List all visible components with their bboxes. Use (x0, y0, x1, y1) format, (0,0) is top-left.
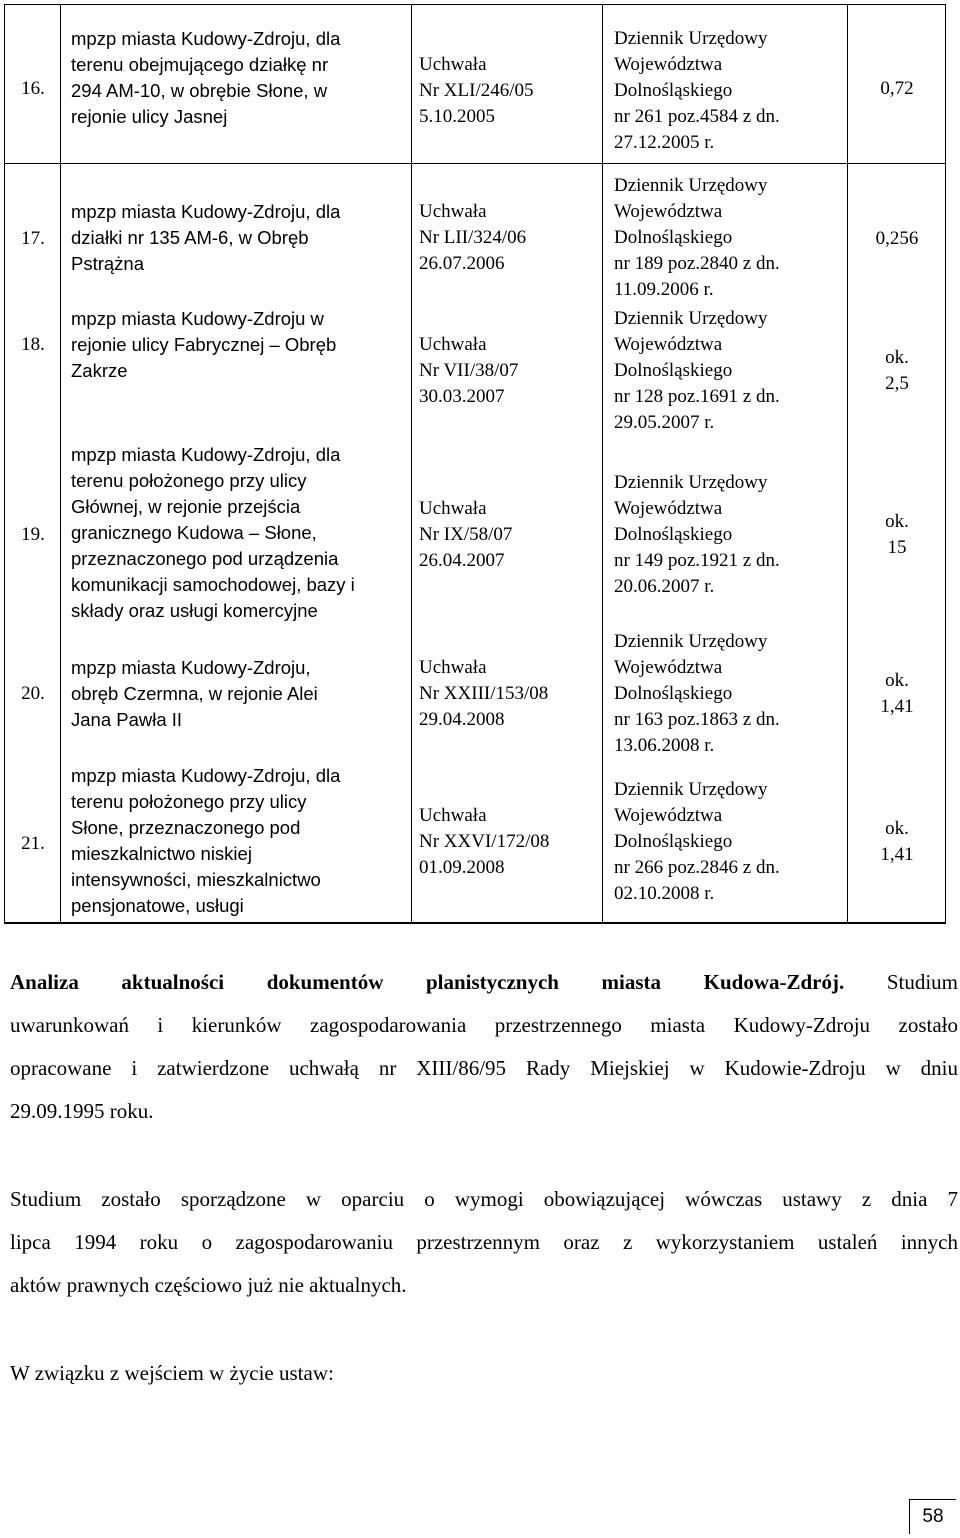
page-number: 58 (909, 1499, 956, 1534)
paragraph-line: aktów prawnych częściowo już nie aktualnych. (10, 1273, 407, 1297)
table-border-left (4, 4, 5, 923)
area-value: ok. 1,41 (880, 670, 914, 717)
plan-description: mpzp miasta Kudowy-Zdroju, obręb Czermna, w rejonie Alei Jana Pawła II (71, 657, 318, 730)
area-value: ok. 2,5 (885, 347, 909, 394)
analysis-paragraph (10, 961, 958, 1133)
paragraph-line: Analiza aktualności dokumentów planistycznych miasta Kudowa-Zdrój. Studium (10, 970, 959, 994)
plan-description: mpzp miasta Kudowy-Zdroju, dla działki nr 135 AM-6, w Obręb Pstrążna (71, 201, 341, 274)
row-number: 16. (21, 78, 45, 99)
resolution: Uchwała Nr VII/38/07 30.03.2007 (419, 334, 519, 407)
area-value: ok. 1,41 (880, 818, 914, 865)
official-journal: Dziennik Urzędowy Województwa Dolnośląskiego nr 149 poz.1921 z dn. 20.06.2007 r. (614, 472, 780, 597)
resolution: Uchwała Nr XXVI/172/08 01.09.2008 (419, 805, 550, 878)
plans-table (4, 4, 946, 923)
plan-description: mpzp miasta Kudowy-Zdroju, dla terenu położonego przy ulicy Głównej, w rejonie przejścia granicznego Kudowa – Słone, przeznaczonego pod urządzenia komunikacji samochodowej, bazy i składy oraz usługi komercyjne (71, 444, 355, 621)
resolution: Uchwała Nr XLI/246/05 5.10.2005 (419, 54, 534, 127)
official-journal: Dziennik Urzędowy Województwa Dolnośląskiego nr 266 poz.2846 z dn. 02.10.2008 r. (614, 779, 780, 904)
official-journal: Dziennik Urzędowy Województwa Dolnośląskiego nr 261 poz.4584 z dn. 27.12.2005 r. (614, 28, 780, 153)
plan-description: mpzp miasta Kudowy-Zdroju w rejonie ulicy Fabrycznej – Obręb Zakrze (71, 308, 337, 381)
paragraph-line: opracowane i zatwierdzone uchwałą nr XIII/86/95 Rady Miejskiej w Kudowie-Zdroju w dniu (10, 1056, 958, 1080)
plan-description: mpzp miasta Kudowy-Zdroju, dla terenu obejmującego działkę nr 294 AM-10, w obrębie Słone, w rejonie ulicy Jasnej (71, 28, 341, 127)
area-value: 0,256 (875, 228, 919, 249)
official-journal: Dziennik Urzędowy Województwa Dolnośląskiego nr 163 poz.1863 z dn. 13.06.2008 r. (614, 631, 780, 756)
resolution: Uchwała Nr IX/58/07 26.04.2007 (419, 498, 513, 571)
row-number: 19. (21, 524, 45, 545)
row-number: 17. (21, 228, 45, 249)
official-journal: Dziennik Urzędowy Województwa Dolnośląskiego nr 128 poz.1691 z dn. 29.05.2007 r. (614, 308, 780, 433)
column-divider (847, 4, 848, 923)
official-journal: Dziennik Urzędowy Województwa Dolnośląskiego nr 189 poz.2840 z dn. 11.09.2006 r. (614, 175, 780, 300)
row-number: 21. (21, 833, 45, 854)
column-divider (411, 4, 412, 923)
resolution: Uchwała Nr LII/324/06 26.07.2006 (419, 201, 527, 274)
paragraph-line: lipca 1994 roku o zagospodarowaniu przestrzennym oraz z wykorzystaniem ustaleń innych (10, 1230, 958, 1254)
column-divider (60, 4, 61, 923)
plan-description: mpzp miasta Kudowy-Zdroju, dla terenu położonego przy ulicy Słone, przeznaczonego pod mieszkalnictwo niskiej intensywności, mieszkalnictwo pensjonatowe, usługi (71, 765, 341, 916)
paragraph-line: W związku z wejściem w życie ustaw: (10, 1361, 334, 1385)
section-heading: Analiza aktualności dokumentów planistycznych miasta Kudowa-Zdrój. (10, 970, 845, 994)
column-divider (602, 4, 603, 923)
table-bottom-border (4, 922, 946, 924)
study-paragraph (10, 1178, 958, 1307)
laws-intro-paragraph (10, 1352, 958, 1395)
row-number: 18. (21, 334, 45, 355)
table-border-right (945, 4, 946, 923)
paragraph-line: Studium zostało sporządzone w oparciu o wymogi obowiązującej wówczas ustawy z dnia 7 (10, 1187, 958, 1211)
area-value: ok. 15 (885, 511, 909, 558)
paragraph-line: 29.09.1995 roku. (10, 1099, 154, 1123)
paragraph-line: uwarunkowań i kierunków zagospodarowania przestrzennego miasta Kudowy-Zdroju zostało (10, 1013, 958, 1037)
resolution: Uchwała Nr XXIII/153/08 29.04.2008 (419, 657, 549, 730)
area-value: 0,72 (880, 78, 914, 99)
row-number: 20. (21, 683, 45, 704)
